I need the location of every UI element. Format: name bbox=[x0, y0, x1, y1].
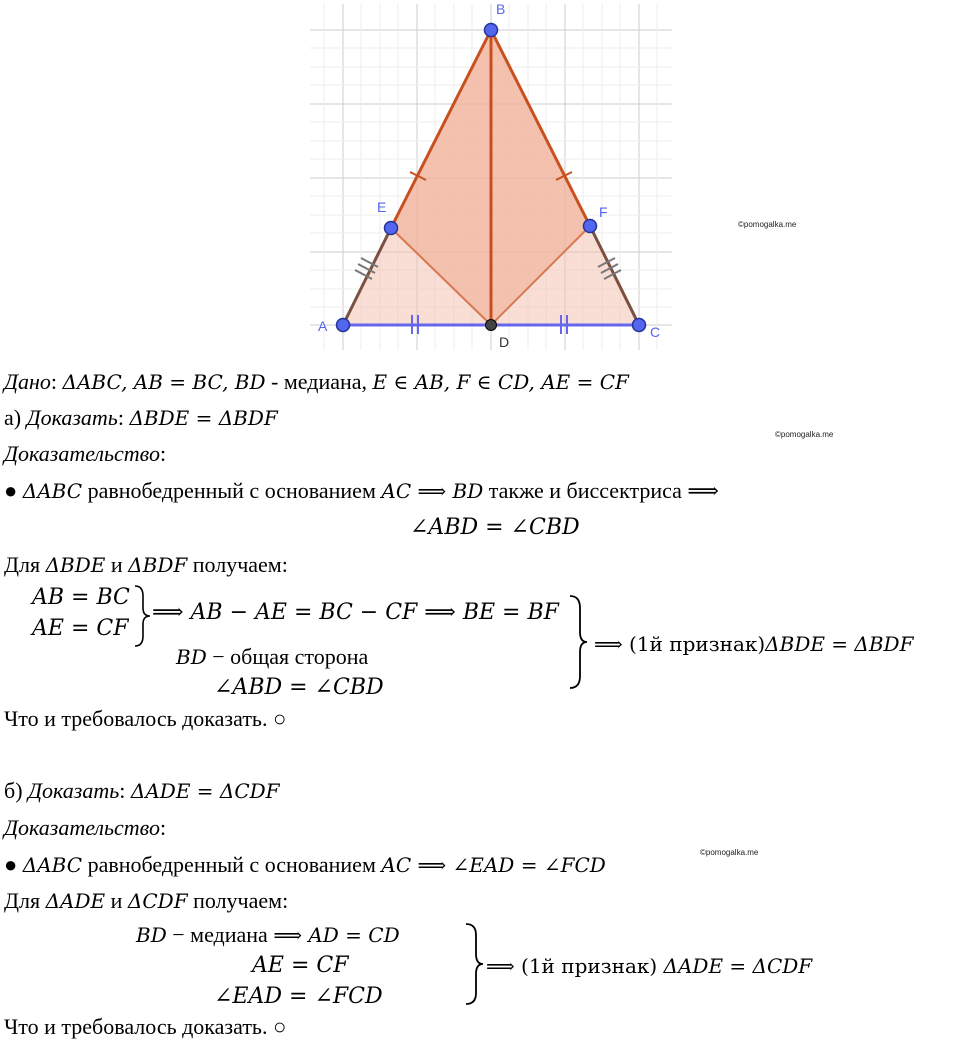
prove-expr: ΔADE = ΔCDF bbox=[130, 779, 280, 803]
watermark: ©pomogalka.me bbox=[700, 848, 759, 857]
given-label: Дано bbox=[4, 369, 51, 394]
part-a-qed: Что и требовалось доказать. ○ bbox=[4, 706, 287, 731]
label-d: D bbox=[499, 334, 510, 350]
label-b: B bbox=[496, 1, 506, 17]
part-b-prove: б) Доказать: ΔADE = ΔCDF bbox=[4, 778, 280, 803]
point-b bbox=[485, 24, 498, 37]
point-c bbox=[633, 319, 646, 332]
chain-eq: ⟹ AB − AE = BC − CF ⟹ BE = BF bbox=[152, 600, 559, 625]
common-side: BD − общая сторона bbox=[176, 644, 369, 669]
prove-label: Доказать bbox=[28, 778, 120, 803]
eq-ae-cf: AE = CF bbox=[32, 616, 129, 641]
triangle-figure bbox=[0, 0, 960, 360]
prove-expr: ΔBDE = ΔBDF bbox=[129, 406, 278, 430]
label-e: E bbox=[377, 199, 387, 215]
part-a-angle-eq: ∠ABD = ∠CBD bbox=[410, 515, 580, 540]
watermark: ©pomogalka.me bbox=[738, 220, 797, 229]
part-a-conclusion: ⟹ (1й признак)ΔBDE = ΔBDF bbox=[594, 632, 914, 656]
point-a bbox=[337, 319, 350, 332]
eq-ae-cf-b: AE = CF bbox=[252, 953, 349, 978]
given-expr-b: E ∈ AB, F ∈ CD, AE = CF bbox=[372, 370, 629, 394]
part-a-statement: ● ΔABC равнобедренный с основанием AC ⟹ BD также и биссектриса ⟹ bbox=[4, 478, 719, 503]
prove-label: Доказать bbox=[26, 405, 118, 430]
part-b-conclusion: ⟹ (1й признак) ΔADE = ΔCDF bbox=[486, 954, 813, 978]
point-f bbox=[584, 220, 597, 233]
part-b-statement: ● ΔABC равнобедренный с основанием AC ⟹ ∠EAD = ∠FCD bbox=[4, 852, 606, 877]
point-d bbox=[486, 320, 497, 331]
outer-brace bbox=[568, 594, 590, 690]
brace-b bbox=[464, 922, 486, 1006]
angle-eq: ∠ABD = ∠CBD bbox=[214, 675, 384, 700]
part-b-for: Для ΔADE и ΔCDF получаем: bbox=[4, 888, 289, 913]
angle-eq-b: ∠EAD = ∠FCD bbox=[214, 984, 383, 1009]
label-a: A bbox=[318, 318, 328, 334]
bullet: ● bbox=[4, 478, 18, 503]
part-a-proof-label: Доказательство: bbox=[4, 441, 167, 466]
part-a-for: Для ΔBDE и ΔBDF получаем: bbox=[4, 552, 288, 577]
label-c: C bbox=[650, 324, 661, 340]
eq-ab-bc: AB = BC bbox=[32, 585, 130, 610]
bullet: ● bbox=[4, 852, 18, 877]
median-row: BD − медиана ⟹ AD = CD bbox=[136, 922, 400, 947]
given-expr-a: ΔABC, AB = BC, BD bbox=[62, 370, 266, 394]
label-f: F bbox=[599, 204, 608, 220]
watermark: ©pomogalka.me bbox=[775, 430, 834, 439]
part-a-prove: а) Доказать: ΔBDE = ΔBDF bbox=[4, 405, 278, 430]
inner-brace bbox=[133, 584, 153, 648]
part-b-qed: Что и требовалось доказать. ○ bbox=[4, 1014, 287, 1039]
part-b-proof-label: Доказательство: bbox=[4, 815, 167, 840]
given-line: Дано: ΔABC, AB = BC, BD - медиана, E ∈ AB, F ∈ CD, AE = CF bbox=[4, 369, 629, 394]
point-e bbox=[385, 222, 398, 235]
given-text: - медиана, bbox=[265, 369, 373, 394]
